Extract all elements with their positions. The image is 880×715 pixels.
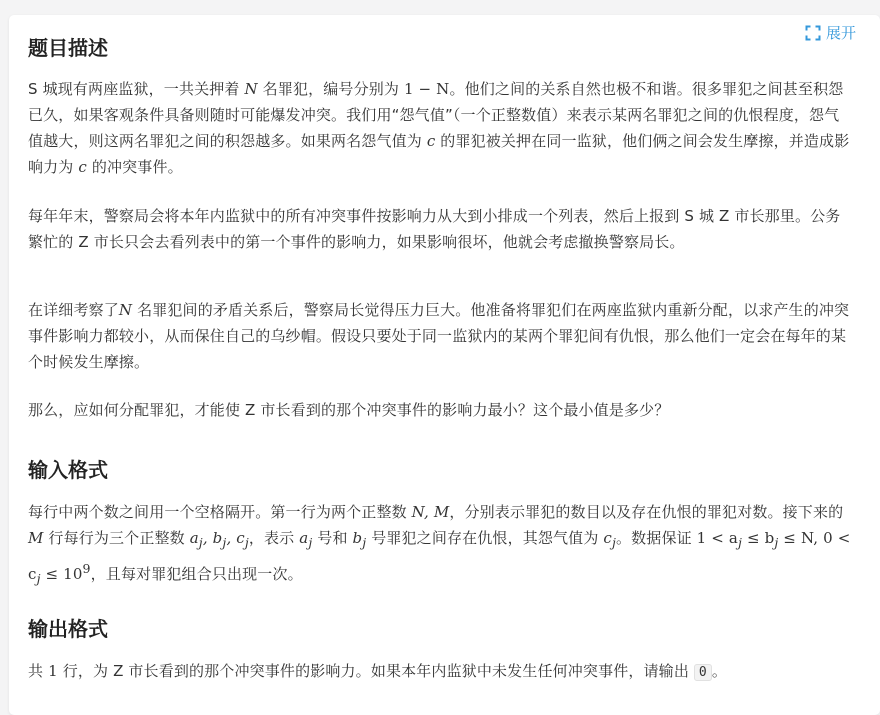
input-heading: 输入格式 (28, 458, 108, 482)
description-paragraph-1: S 城现有两座监狱，一共关押着 N 名罪犯，编号分别为 1 − N。他们之间的关系自然也极不和谐。很多罪犯之间甚至积怨已久，如果客观条件具备则随时可能爆发冲突。我们用“怨气值”（一个正整数值）来表示某两名罪犯之间的仇恨程度，怨气值越大，则这两名罪犯之间的积怨越多。如果两名怨气值为 c 的罪犯被关押在同一监狱，他们俩之间会发生摩擦，并造成影响力为 c 的冲突事件。 (28, 80, 850, 176)
code-zero: 0 (694, 664, 712, 681)
description-paragraph-4: 那么，应如何分配罪犯，才能使 Z 市长看到的那个冲突事件的影响力最小？这个最小值是多少？ (28, 401, 670, 419)
output-paragraph: 共 1 行，为 Z 市长看到的那个冲突事件的影响力。如果本年内监狱中未发生任何冲突事件，请输出 0 。 (28, 662, 728, 680)
description-paragraph-2: 每年年末，警察局会将本年内监狱中的所有冲突事件按影响力从大到小排成一个列表，然后上报到 S 城 Z 市长那里。公务繁忙的 Z 市长只会去看列表中的第一个事件的影响力，如果影响很坏，他就会考虑撤换警察局长。 (28, 207, 841, 251)
input-paragraph: 每行中两个数之间用一个空格隔开。第一行为两个正整数 N, M，分别表示罪犯的数目以及存在仇恨的罪犯对数。接下来的 M 行每行为三个正整数 $a_j$, $b_j$, $c_j$，表示 $a_j$ 号和 $b_j$ 号罪犯之间存在仇恨，其怨气值为 $c_j$。数据保证 $1 < a_j \le b_j \le N$, $0 < c_j \le 10^9$，且每对罪犯组合只出现一次。 (28, 503, 851, 586)
expand-icon (805, 25, 821, 41)
output-heading: 输出格式 (28, 617, 108, 641)
description-paragraph-3: 在详细考察了N 名罪犯间的矛盾关系后，警察局长觉得压力巨大。他准备将罪犯们在两座监狱内重新分配，以求产生的冲突事件影响力都较小，从而保住自己的乌纱帽。假设只要处于同一监狱内的某两个罪犯间有仇恨，那么他们一定会在每年的某个时候发生摩擦。 (28, 301, 850, 371)
expand-label: 展开 (825, 24, 856, 42)
description-heading: 题目描述 (28, 36, 108, 60)
expand-button[interactable] (805, 23, 856, 43)
